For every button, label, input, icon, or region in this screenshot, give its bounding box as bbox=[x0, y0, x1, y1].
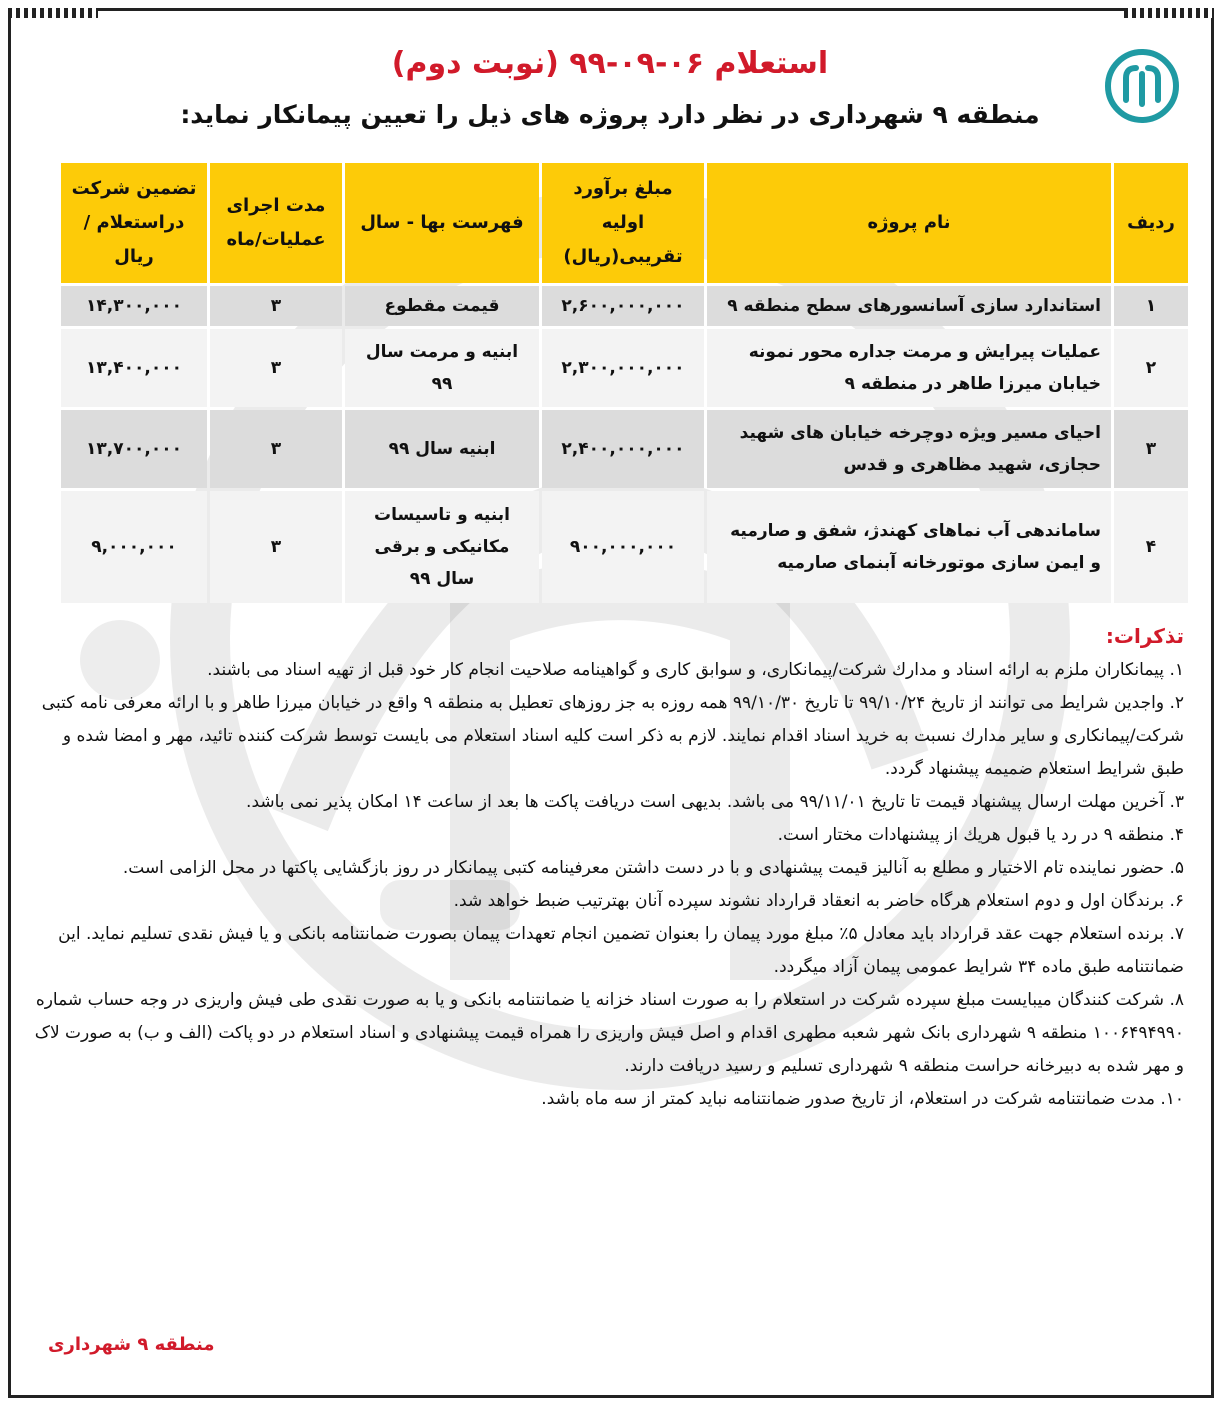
cell-duration: ۳ bbox=[210, 329, 342, 407]
cell-price-list: ابنیه و تاسیسات مکانیکی و برقی سال ۹۹ bbox=[345, 491, 539, 603]
cell-guarantee: ۱۳,۴۰۰,۰۰۰ bbox=[61, 329, 207, 407]
cell-project-name: ساماندهی آب نماهای کهندژ، شفق و صارمیه و ایمن سازی موتورخانه آبنمای صارمیه bbox=[707, 491, 1111, 603]
cell-row-number: ۴ bbox=[1114, 491, 1188, 603]
cell-price-list: ابنیه و مرمت سال ۹۹ bbox=[345, 329, 539, 407]
note-item: ۱. پیمانکاران ملزم به ارائه اسناد و مدارك شرکت/پیمانکاری، و سوابق کاری و گواهینامه صلاحیت انجام کار خود قبل از تهیه اسناد می باشند. bbox=[207, 660, 1184, 680]
note-item: ۸. شرکت کنندگان میبایست مبلغ سپرده شرکت در استعلام را به صورت اسناد خزانه یا ضمانتنامه بانکی و یا به صورت نقدی طی فیش واریزی در وجه حساب شماره ۱۰۰۶۴۹۴۹۹۰ منطقه ۹ شهرداری بانک شهر شعبه مطهری اقدام و اصل فیش واریزی را همراه قیمت پیشنهادی و اسناد استعلام در دو پاکت (الف و ب) به صورت لاک و مهر شده به دبیرخانه حراست منطقه ۹ شهرداری تسلیم و رسید دریافت دارند. bbox=[34, 990, 1184, 1076]
note-item: ۳. آخرین مهلت ارسال پیشنهاد قیمت تا تاریخ ۹۹/۱۱/۰۱ می باشد. بدیهی است دریافت پاکت ها بعد از ساعت ۱۴ امکان پذیر نمی باشد. bbox=[246, 792, 1184, 812]
announcement-subtitle: منطقه ۹ شهرداری در نظر دارد پروژه های ذیل را تعیین پیمانکار نماید: bbox=[180, 100, 1040, 129]
cell-row-number: ۳ bbox=[1114, 410, 1188, 488]
cell-amount: ۹۰۰,۰۰۰,۰۰۰ bbox=[542, 491, 704, 603]
note-item: ۷. برنده استعلام جهت عقد قرارداد باید معادل ۵٪ مبلغ مورد پیمان را بعنوان تضمین انجام تعهدات پیمان بصورت ضمانتنامه بانکی و یا فیش نقدی تسلیم نماید. این ضمانتنامه طبق ماده ۳۴ شرایط عمومی پیمان آزاد میگردد. bbox=[58, 924, 1184, 977]
cell-project-name: احیای مسیر ویژه دوچرخه خیابان های شهید حجازی، شهید مظاهری و قدس bbox=[707, 410, 1111, 488]
table-row bbox=[61, 329, 1188, 407]
cell-guarantee: ۹,۰۰۰,۰۰۰ bbox=[61, 491, 207, 603]
cell-guarantee: ۱۳,۷۰۰,۰۰۰ bbox=[61, 410, 207, 488]
cell-project-name: استاندارد سازی آسانسورهای سطح منطقه ۹ bbox=[707, 286, 1111, 326]
cell-duration: ۳ bbox=[210, 410, 342, 488]
note-item: ۲. واجدین شرایط می توانند از تاریخ ۹۹/۱۰/۲۴ تا تاریخ ۹۹/۱۰/۳۰ همه روزه به جز روزهای تعطیل به منطقه ۹ واقع در خیابان میرزا طاهر و با ارائه معرفی نامه کتبی شرکت/پیمانکاری و سایر مدارك نسبت به خرید اسناد اقدام نمایند. لازم به ذکر است کلیه اسناد استعلام می بایست توسط شرکت کننده تائید، مهر و امضا شده و طبق شرایط استعلام ضمیمه پیشنهاد گردد. bbox=[41, 693, 1184, 779]
footer-signature: منطقه ۹ شهرداری bbox=[48, 1334, 215, 1355]
announcement-title: استعلام ۰۶-۰۹-۹۹ (نوبت دوم) bbox=[391, 46, 829, 81]
header-estimated-amount: مبلغ برآورد اولیه تقریبی(ریال) bbox=[542, 163, 704, 283]
cell-duration: ۳ bbox=[210, 491, 342, 603]
notes-title: تذکرات: bbox=[1105, 624, 1184, 648]
header-guarantee: تضمین شرکت دراستعلام / ریال bbox=[61, 163, 207, 283]
municipality-logo-icon bbox=[1104, 48, 1180, 124]
note-item: ۴. منطقه ۹ در رد یا قبول هریك از پیشنهادات مختار است. bbox=[777, 825, 1184, 845]
cell-price-list: قیمت مقطوع bbox=[345, 286, 539, 326]
cell-guarantee: ۱۴,۳۰۰,۰۰۰ bbox=[61, 286, 207, 326]
corner-strip-right bbox=[1124, 8, 1214, 18]
table-row bbox=[61, 286, 1188, 326]
note-item: ۵. حضور نماینده تام الاختیار و مطلع به آنالیز قیمت پیشنهادی و با در دست داشتن معرفینامه کتبی پیمانکار در روز بازگشایی پاکتها در محل الزامی است. bbox=[122, 858, 1184, 878]
cell-amount: ۲,۳۰۰,۰۰۰,۰۰۰ bbox=[542, 329, 704, 407]
header-duration: مدت اجرای عملیات/ماه bbox=[210, 163, 342, 283]
cell-project-name: عملیات پیرایش و مرمت جداره محور نمونه خیابان میرزا طاهر در منطقه ۹ bbox=[707, 329, 1111, 407]
note-item: ۱۰. مدت ضمانتنامه شرکت در استعلام، از تاریخ صدور ضمانتنامه نباید کمتر از سه ماه باشد. bbox=[541, 1089, 1184, 1109]
header-price-list: فهرست بها - سال bbox=[345, 163, 539, 283]
cell-row-number: ۲ bbox=[1114, 329, 1188, 407]
cell-price-list: ابنیه سال ۹۹ bbox=[345, 410, 539, 488]
table-row bbox=[61, 410, 1188, 488]
header-project-name: نام پروژه bbox=[707, 163, 1111, 283]
header-row-number: ردیف bbox=[1114, 163, 1188, 283]
cell-row-number: ۱ bbox=[1114, 286, 1188, 326]
table-header-row bbox=[61, 163, 1188, 283]
table-row bbox=[61, 491, 1188, 603]
note-item: ۶. برندگان اول و دوم استعلام هرگاه حاضر به انعقاد قرارداد نشوند سپرده آنان بهترتیب ضبط خواهد شد. bbox=[453, 891, 1184, 911]
notes-section bbox=[34, 624, 1184, 1116]
cell-amount: ۲,۶۰۰,۰۰۰,۰۰۰ bbox=[542, 286, 704, 326]
projects-table bbox=[58, 160, 1191, 606]
corner-strip-left bbox=[8, 8, 98, 18]
cell-amount: ۲,۴۰۰,۰۰۰,۰۰۰ bbox=[542, 410, 704, 488]
cell-duration: ۳ bbox=[210, 286, 342, 326]
